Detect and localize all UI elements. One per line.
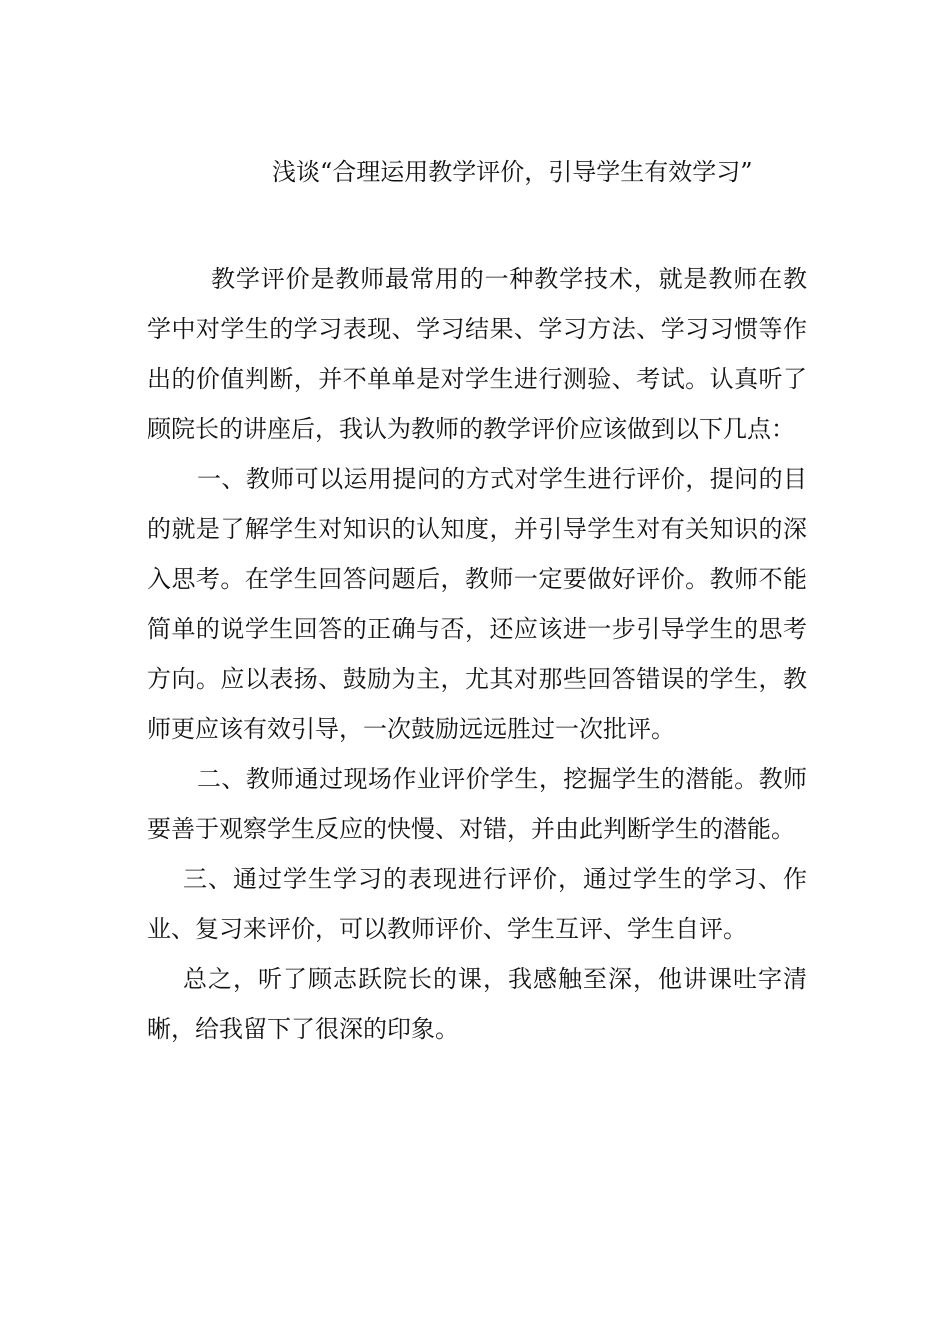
document-body [147,254,807,1054]
paragraph-point-2: 二、教师通过现场作业评价学生，挖掘学生的潜能。教师要善于观察学生反应的快慢、对错，并由此判断学生的潜能。 [147,765,807,843]
paragraph-point-3: 三、通过学生学习的表现进行评价，通过学生的学习、作业、复习来评价，可以教师评价、学生互评、学生自评。 [147,865,807,943]
document-title: 浅谈“合理运用教学评价，引导学生有效学习” [272,158,753,186]
paragraph-intro: 教学评价是教师最常用的一种教学技术，就是教师在教学中对学生的学习表现、学习结果、学习方法、学习习惯等作出的价值判断，并不单单是对学生进行测验、考试。认真听了顾院长的讲座后，我认为教师的教学评价应该做到以下几点： [147,265,807,443]
paragraph-conclusion: 总之，听了顾志跃院长的课，我感触至深，他讲课吐字清晰，给我留下了很深的印象。 [147,965,807,1043]
paragraph-point-1: 一、教师可以运用提问的方式对学生进行评价，提问的目的就是了解学生对知识的认知度，并引导学生对有关知识的深入思考。在学生回答问题后，教师一定要做好评价。教师不能简单的说学生回答的正确与否，还应该进一步引导学生的思考方向。应以表扬、鼓励为主，尤其对那些回答错误的学生，教师更应该有效引导，一次鼓励远远胜过一次批评。 [147,465,807,743]
